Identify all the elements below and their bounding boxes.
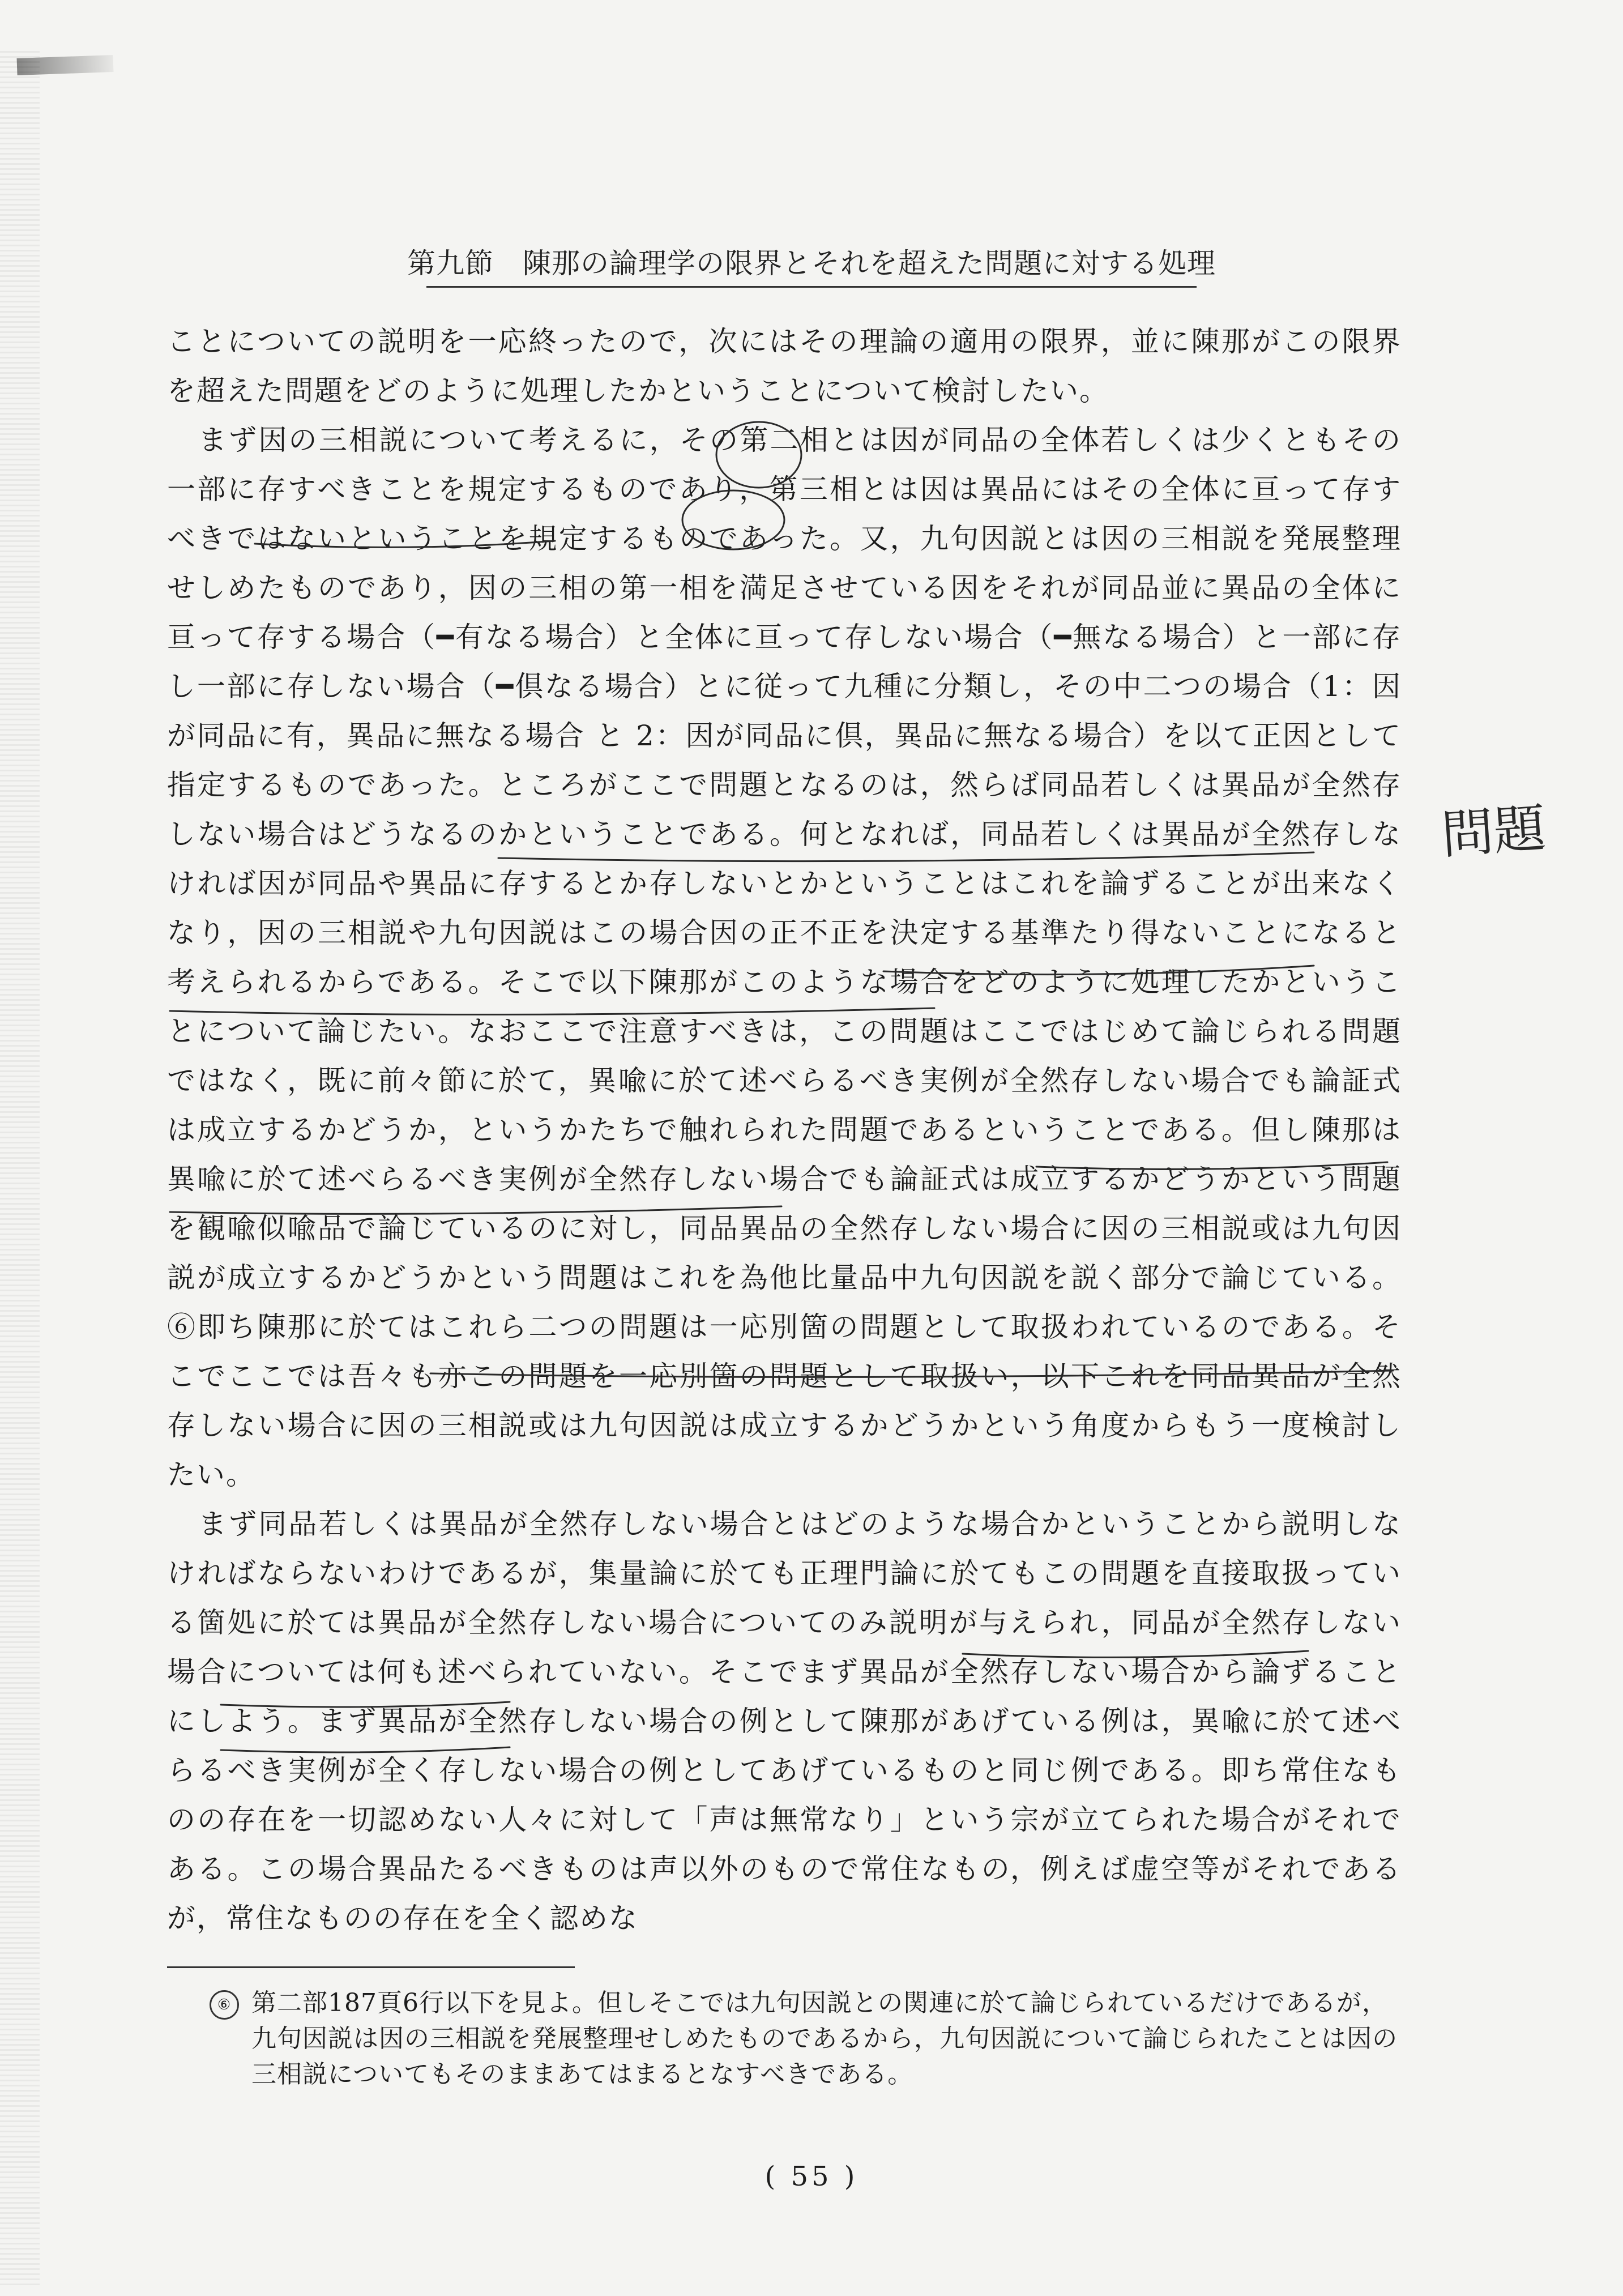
footnote-divider [167,1966,575,1968]
footnote [210,1985,1399,2092]
footnote-line-1: 第二部187頁6行以下を見よ。但しそこでは九句因説との関連に於て論じられているだけであるが， [251,1988,1387,2017]
body-text [167,317,1402,1943]
paragraph-2: まず因の三相説について考えるに，その第二相とは因が同品の全体若しくは少くともその一部に存すべきことを規定するものであり，第三相とは因は異品にはその全体に亘って存すべきではないということを規定するものであった。又，九句因説とは因の三相説を発展整理せしめたものであり，因の三相の第一相を満足させている因をそれが同品並に異品の全体に亘って存する場合（━有なる場合）と全体に亘って存しない場合（━無なる場合）と一部に存し一部に存しない場合（━倶なる場合）とに従って九種に分類し，その中二つの場合（1：因が同品に有，異品に無なる場合 と 2：因が同品に倶，異品に無なる場合）を以て正因として指定するものであった。ところがここで問題となるのは，然らば同品若しくは異品が全然存しない場合はどうなるのかということである。何となれば，同品若しくは異品が全然存しなければ因が同品や異品に存するとか存しないとかということはこれを論ずることが出来なくなり，因の三相説や九句因説はこの場合因の正不正を決定する基準たり得ないことになると考えられるからである。そこで以下陳那がこのような場合をどのように処理したかということについて論じたい。なおここで注意すべきは，この問題はここではじめて論じられる問題ではなく，既に前々節に於て，異喩に於て述べらるべき実例が全然存しない場合でも論証式は成立するかどうか，というかたちで触れられた問題であるということである。但し陳那は異喩に於て述べらるべき実例が全然存しない場合でも論証式は成立するかどうかという問題を観喩似喩品で論じているのに対し，同品異品の全然存しない場合に因の三相説或は九句因説が成立するかどうかという問題はこれを為他比量品中九句因説を説く部分で論じている。⑥即ち陳那に於てはこれら二つの問題は一応別箇の問題として取扱われているのである。そこでここでは吾々も亦この問題を一応別箇の問題として取扱い，以下これを同品異品が全然存しない場合に因の三相説或は九句因説は成立するかどうかという角度からもう一度検討したい。 [167,424,1402,1491]
scan-corner-smudge [17,55,114,75]
section-title: 第九節 陳那の論理学の限界とそれを超えた問題に対する処理 [407,247,1216,280]
header-underline [426,286,1197,288]
scan-edge-noise [0,51,40,2288]
footnote-marker: ⑥ [210,1990,239,2020]
paragraph-3: まず同品若しくは異品が全然存しない場合とはどのような場合かということから説明しなければならないわけであるが，集量論に於ても正理門論に於てもこの問題を直接取扱っている箇処に於ては異品が全然存しない場合についてのみ説明が与えられ，同品が全然存しない場合については何も述べられていない。そこでまず異品が全然存しない場合から論ずることにしよう。まず異品が全然存しない場合の例として陳那があげている例は，異喩に於て述べらるべき実例が全く存しない場合の例としてあげているものと同じ例である。即ち常住なものの存在を一切認めない人々に対して「声は無常なり」という宗が立てられた場合がそれである。この場合異品たるべきものは声以外のもので常住なもの，例えば虚空等がそれであるが，常住なものの存在を全く認めな [167,1508,1402,1935]
handwritten-margin-note: 問題 [1440,797,1548,866]
running-header [0,241,1623,288]
page-number: ( 55 ) [764,2161,859,2192]
footnote-line-3: 三相説についてもそのままあてはまるとなすべきである。 [251,2060,913,2089]
footnote-line-2: 九句因説は因の三相説を発展整理せしめたものであるから，九句因説について論じられたことは因の [251,2024,1398,2053]
paragraph-1: ことについての説明を一応終ったので，次にはその理論の適用の限界，並に陳那がこの限界を超えた問題をどのように処理したかということについて検討したい。 [167,325,1402,407]
